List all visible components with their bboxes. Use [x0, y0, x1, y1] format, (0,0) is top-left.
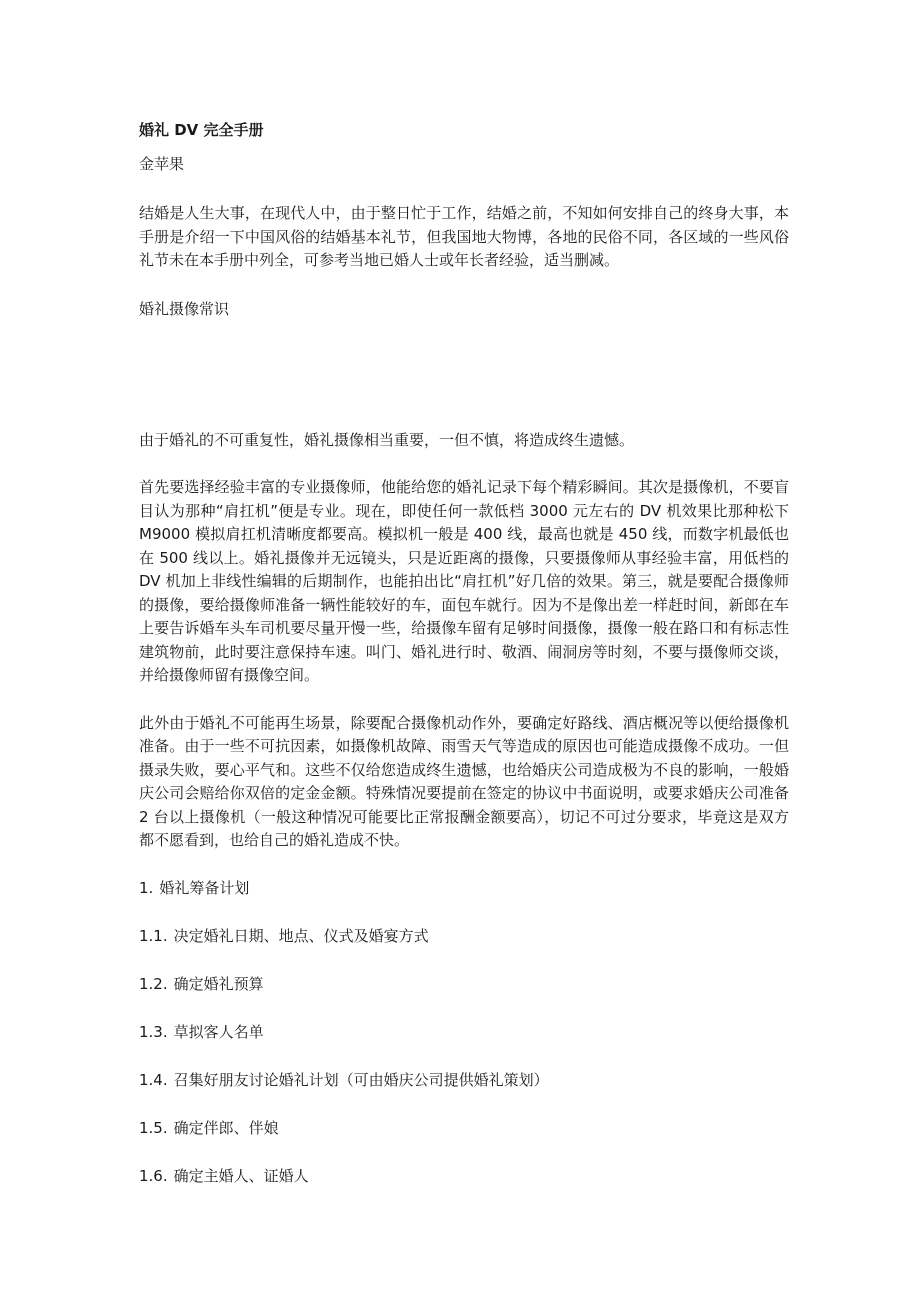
outline-item: [139, 973, 789, 997]
outline-text: 召集好朋友讨论婚礼计划（可由婚庆公司提供婚礼策划）: [173, 1070, 549, 1089]
body-paragraph: 此外由于婚礼不可能再生场景，除要配合摄像机动作外，要确定好路线、酒店概况等以便给摄像机准备。由于一些不可抗因素，如摄像机故障、雨雪天气等造成的原因也可能造成摄像不成功。一但摄录失败，要心平气和。这些不仅给您造成终生遗憾，也给婚庆公司造成极为不良的影响，一般婚庆公司会赔给你双倍的定金金额。特殊情况要提前在签定的协议中书面说明，或要求婚庆公司准备 2 台以上摄像机（一般这种情况可能要比正常报酬金额要高），切记不可过分要求，毕竟这是双方都不愿看到，也给自己的婚礼造成不快。: [139, 713, 789, 849]
outline-text: 确定主婚人、证婚人: [173, 1166, 309, 1185]
outline-number: 1.6.: [139, 1166, 168, 1185]
outline-item: [139, 1021, 789, 1045]
outline-item: [139, 1117, 789, 1141]
outline-text: 确定婚礼预算: [173, 974, 264, 993]
outline-number: 1.5.: [139, 1118, 168, 1137]
outline-number: 1.3.: [139, 1022, 168, 1041]
outline-text: 确定伴郎、伴娘: [173, 1118, 279, 1137]
outline-text: 决定婚礼日期、地点、仪式及婚宴方式: [173, 926, 429, 945]
outline-text: 婚礼筹备计划: [159, 878, 250, 897]
outline-list: [139, 877, 789, 1189]
outline-item: [139, 1069, 789, 1093]
section-heading: 婚礼摄像常识: [139, 299, 230, 318]
outline-item: [139, 925, 789, 949]
outline-text: 草拟客人名单: [173, 1022, 264, 1041]
outline-number: 1.2.: [139, 974, 168, 993]
document-title: 婚礼 DV 完全手册: [139, 121, 264, 139]
intro-paragraph: 结婚是人生大事，在现代人中，由于整日忙于工作，结婚之前，不知如何安排自己的终身大事，本手册是介绍一下中国风俗的结婚基本礼节，但我国地大物博，各地的民俗不同，各区域的一些风俗礼节未在本手册中列全，可参考当地已婚人士或年长者经验，适当删减。: [139, 204, 789, 269]
body-paragraph: 首先要选择经验丰富的专业摄像师，他能给您的婚礼记录下每个精彩瞬间。其次是摄像机，不要盲目认为那种“肩扛机”便是专业。现在，即使任何一款低档 3000 元左右的 DV 机效果比那种松下 M9000 模拟肩扛机清晰度都要高。模拟机一般是 400 线，最高也就是 450 线，而数字机最低也在 500 线以上。婚礼摄像并无远镜头，只是近距离的摄像，只要摄像师从事经验丰富，用低档的 DV 机加上非线性编辑的后期制作，也能拍出比“肩扛机”好几倍的效果。第三，就是要配合摄像师的摄像，要给摄像师准备一辆性能较好的车，面包车就行。因为不是像出差一样赶时间，新郎在车上要告诉婚车头车司机要尽量开慢一些，给摄像车留有足够时间摄像，摄像一般在路口和有标志性建筑物前，此时要注意保持车速。叫门、婚礼进行时、敬酒、闹洞房等时刻，不要与摄像师交谈，并给摄像师留有摄像空间。: [139, 478, 789, 684]
outline-number: 1.1.: [139, 926, 168, 945]
outline-number: 1.: [139, 878, 154, 897]
body-paragraph: 由于婚礼的不可重复性，婚礼摄像相当重要，一但不慎，将造成终生遗憾。: [139, 430, 635, 449]
document-page: [139, 118, 789, 1213]
outline-number: 1.4.: [139, 1070, 168, 1089]
document-author: 金苹果: [139, 155, 185, 173]
outline-item: [139, 1165, 789, 1189]
outline-item: [139, 877, 789, 901]
